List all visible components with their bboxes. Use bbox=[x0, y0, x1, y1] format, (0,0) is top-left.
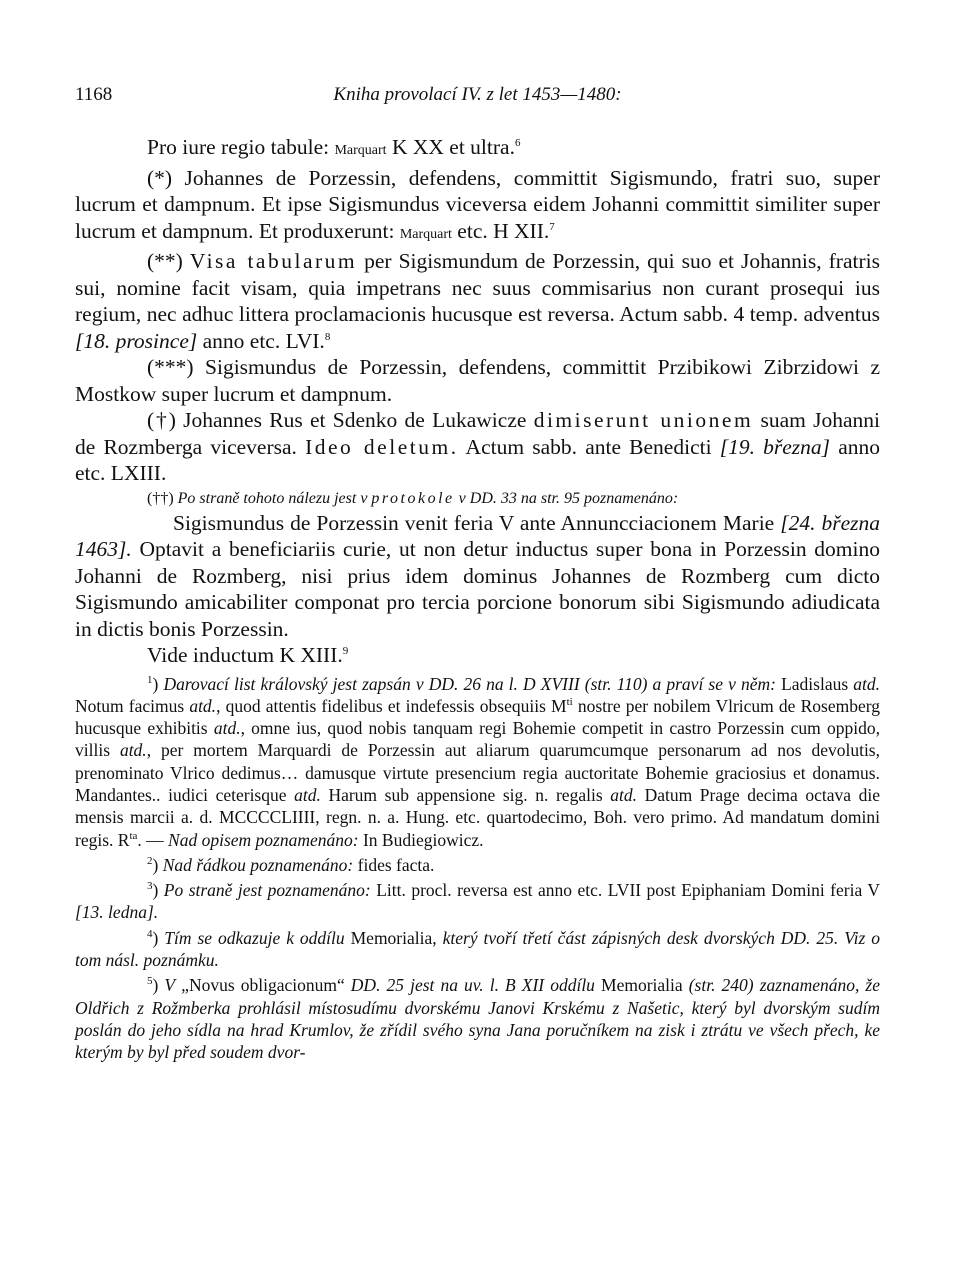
text-run: anno etc. LXIII. bbox=[75, 434, 881, 485]
text-run: V bbox=[164, 975, 176, 996]
footnote-ref: 9 bbox=[342, 644, 349, 657]
text-run: [18. prosince] bbox=[75, 328, 198, 353]
text-run: protokole bbox=[371, 489, 455, 507]
paragraph bbox=[75, 354, 880, 407]
text-run: Tím se odkazuje k oddílu bbox=[164, 927, 345, 948]
text-run: Optavit a beneficiariis curie, ut non detur inductus super bona in Porzessin domino Johanni de Rozmberg, nisi prius idem dominus Johannes de Rozmberg cum dicto Sigismundo amicabiliter componat pro tercia porcione bonorum sibi Sigismundo adiudicata in dictis bonis Porzessin. bbox=[75, 537, 880, 641]
text-run: atd. bbox=[189, 695, 217, 716]
paragraph bbox=[75, 134, 880, 165]
text-run: suam Johanni de Rozmberga viceversa. bbox=[75, 408, 880, 459]
text-run: ta bbox=[129, 829, 138, 842]
footnote: $^4$) Tím se odkazuje k oddílu Memorialia, který tvoří třetí část zápisných desk dvorských DD. 25. Viz o tom násl. poznámku. bbox=[75, 927, 881, 971]
text-run: Po straně tohoto nálezu jest v bbox=[177, 489, 372, 507]
text-run: v DD. 33 na str. 95 poznamenáno: bbox=[454, 489, 679, 507]
footnote-number: 5 bbox=[147, 975, 153, 988]
text-run: atd. bbox=[213, 718, 241, 739]
text-run: , quod attentis fidelibus et indefessis obsequiis M bbox=[216, 695, 567, 716]
text-run: atd. bbox=[853, 673, 881, 694]
paragraph bbox=[75, 248, 880, 354]
footnote-number: 2 bbox=[147, 855, 153, 868]
page-number: 1168 bbox=[75, 84, 113, 105]
text-run: (*) Johannes de Porzessin, defendens, committit Sigismundo, fratri suo, super lucrum et dampnum. Et ipse Sigismundus viceversa eidem Johanni committit similiter super lucrum et dampnum. Et produxerunt: bbox=[75, 165, 880, 243]
footnote: $^1$) Darovací list královský jest zapsán v DD. 26 na l. D XVIII (str. 110) a praví se v něm: Ladislaus atd. Notum facimus atd., quod attentis fidelibus et indefessis obsequiis $M^{ti}$ nostre per nobilem Vlricum de Rosemberg hucusque exhibitis atd., omne ius, quod nobis tanquam regi Bohemie competit in castro Porzessin cum oppido, villis atd., per mortem Marquardi de Porzessin aut aliarum quarumcumque personarum ad nos devolutis, prenominato Vlrico dedimus… damusque virtute presencium regia auctoritate Bohemie graciosius et donamus. Mandantes.. iudici ceterisque atd. Harum sub appensione sig. n. regalis atd. Datum Prage decima octava die mensis marcii a. d. MCCCCLIIII, regn. n. a. Hung. etc. quartodecimo, Boh. vero primo. Ad mandatum domini regis. $R^{ta}$. — Nad opisem poznamenáno: In Budiegiowicz. bbox=[75, 673, 881, 850]
text-run: (†) Johannes Rus et Sdenko de Lukawicze bbox=[147, 408, 534, 432]
text-run: Pro iure regio tabule: bbox=[147, 135, 335, 159]
text-run: anno etc. LVI. bbox=[197, 328, 325, 353]
text-run: , per mortem Marquardi de Porzessin aut aliarum quarumcumque personarum ad nos devolutis, prenominato Vlrico dedimus… damusque virtute presencium regia auctoritate Bohemie graciosius et donamus. Mandantes.. iudici ceterisque bbox=[75, 740, 880, 805]
footnote-ref: 8 bbox=[324, 330, 331, 343]
paragraph bbox=[75, 510, 880, 643]
text-run: (**) bbox=[147, 249, 190, 273]
footnote-number: 4 bbox=[147, 927, 153, 940]
footnote-number: 3 bbox=[147, 880, 153, 893]
footnote: $^2$) Nad řádkou poznamenáno: fides facta. bbox=[147, 854, 435, 875]
text-run: In Budiegiowicz. bbox=[358, 829, 484, 850]
paragraph bbox=[75, 642, 880, 669]
paragraph bbox=[75, 165, 880, 249]
text-run: (str. 240) zaznamenáno, že Oldřich z Rožmberka prohlásil místosudímu dvorskému Janovi Krskému z Našetic, který byl dvorským sudím poslán do jeho sídla na hrad Krumlov, že zřídil svého syna Jana poručníkem na zisk i ztrátu ve všech přech, ke kterým by byl před soudem dvor- bbox=[75, 975, 881, 1063]
text-run: atd. bbox=[610, 784, 637, 805]
text-run: ti bbox=[566, 695, 573, 708]
text-run: per Sigismundum de Porzessin, qui suo et Johannis, fratris sui, nomine facit visam, quia impetrans nec suus commisarius non curant prosequi ius regium, nec adhuc littera proclamacionis hucusque est reversa. Actum sabb. 4 temp. adventus bbox=[75, 249, 880, 326]
page-header bbox=[75, 84, 880, 114]
text-run: Nad řádkou poznamenáno: bbox=[162, 854, 354, 875]
text-run: Datum Prage decima octava die mensis marcii a. d. MCCCCLIIII, regn. n. a. Hung. etc. quartodecimo, Boh. vero primo. Ad mandatum domini regis. R bbox=[75, 784, 881, 850]
text-run: etc. H XII. bbox=[451, 218, 550, 243]
footnote-number: 1 bbox=[147, 673, 153, 686]
text-run: [24. března 1463]. bbox=[75, 510, 880, 561]
text-run: Litt. procl. reversa est anno etc. LVII post Epiphaniam Domini feria V bbox=[370, 880, 880, 901]
text-run: (††) bbox=[147, 489, 178, 507]
text-run: fides facta. bbox=[353, 854, 435, 875]
document-page bbox=[75, 84, 880, 1064]
text-run: [13. ledna]. bbox=[75, 902, 159, 923]
footnotes bbox=[75, 673, 880, 1064]
main-text bbox=[75, 134, 880, 669]
footnote: $^5$) V „Novus obligacionum“ DD. 25 jest na uv. l. B XII oddílu Memorialia (str. 240) zaznamenáno, že Oldřich z Rožmberka prohlásil místosudímu dvorskému Janovi Krskému z Našetic, který byl dvorským sudím poslán do jeho sídla na hrad Krumlov, že zřídil svého syna Jana poručníkem na zisk i ztrátu ve všech přech, ke kterým by byl před soudem dvor- bbox=[75, 975, 881, 1063]
text-run: dimiserunt unionem bbox=[533, 408, 754, 432]
footnote: $^3$) Po straně jest poznamenáno: Litt. procl. reversa est anno etc. LVII post Epiphaniam Domini feria V [13. ledna]. bbox=[75, 880, 880, 923]
text-run: Memorialia bbox=[594, 975, 689, 996]
text-run: atd. bbox=[119, 740, 147, 761]
text-run: Nad opisem poznamenáno: bbox=[168, 829, 359, 850]
paragraph bbox=[75, 407, 880, 487]
footnote-ref: 6 bbox=[514, 136, 521, 149]
text-run: Marquart bbox=[334, 143, 387, 158]
text-run: , omne ius, quod nobis tanquam regi Bohemie competit in castro Porzessin cum oppido, villis bbox=[75, 718, 880, 761]
text-run: Darovací list královský jest zapsán v DD. 26 na l. D XVIII (str. 110) a praví se v něm: bbox=[163, 673, 776, 694]
text-run: Ladislaus bbox=[775, 673, 854, 694]
text-run: Harum sub appensione sig. n. regalis bbox=[320, 784, 611, 805]
text-run: DD. 25 jest na uv. l. B XII oddílu bbox=[350, 975, 595, 996]
text-run: Notum facimus bbox=[75, 695, 190, 716]
text-run: . — bbox=[137, 829, 169, 850]
text-run: Marquart bbox=[399, 226, 452, 242]
paragraph bbox=[75, 487, 880, 510]
text-run: který tvoří třetí část zápisných desk dvorských DD. 25. Viz o tom násl. poznámku. bbox=[75, 927, 881, 971]
running-title: Kniha provolací IV. z let 1453—1480: bbox=[333, 84, 622, 105]
footnote-ref: 7 bbox=[549, 220, 555, 233]
text-run: Visa tabularum bbox=[189, 249, 358, 273]
text-run: Memorialia, bbox=[344, 927, 443, 948]
text-run: [19. března] bbox=[719, 434, 831, 459]
text-run: nostre per nobilem Vlricum de Rosemberg hucusque exhibitis bbox=[75, 695, 880, 739]
text-run: Po straně jest poznamenáno: bbox=[163, 880, 371, 901]
text-run: Sigismundus de Porzessin venit feria V ante Annuncciacionem Marie bbox=[173, 510, 781, 535]
text-run: K XX et ultra. bbox=[386, 135, 515, 159]
text-run: Vide inductum K XIII. bbox=[147, 643, 343, 667]
text-run: Actum sabb. ante Benedicti bbox=[458, 434, 720, 459]
text-run: Ideo deletum. bbox=[305, 434, 459, 459]
text-run: „Novus obligacionum“ bbox=[175, 975, 351, 996]
text-run: atd. bbox=[294, 784, 321, 805]
text-run: (***) Sigismundus de Porzessin, defendens, committit Przibikowi Zibrzidowi z Mostkow super lucrum et dampnum. bbox=[75, 355, 880, 406]
